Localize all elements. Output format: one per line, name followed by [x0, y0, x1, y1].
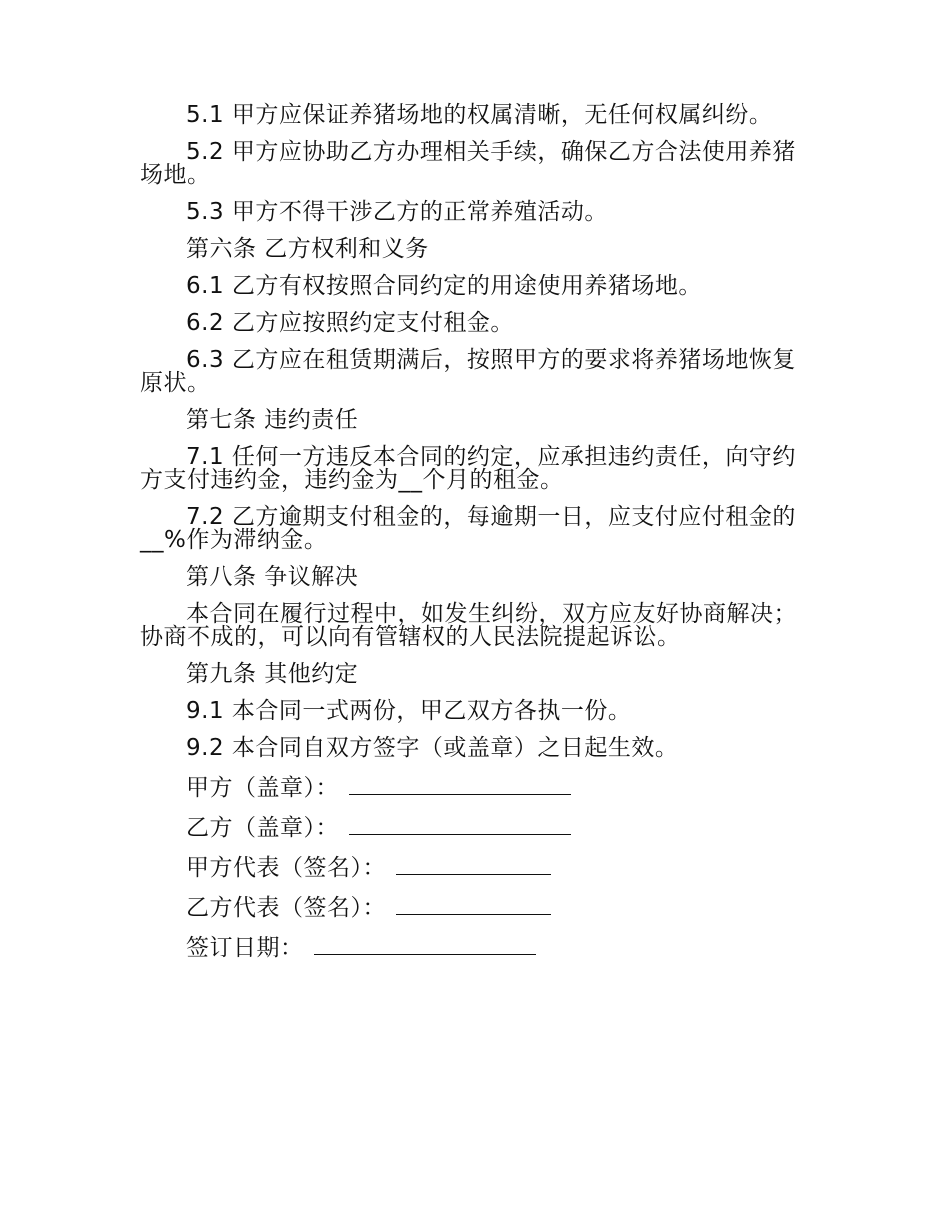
- document-body: [140, 104, 805, 974]
- party-a-rep-blank: [396, 854, 551, 875]
- party-b-seal-blank: [349, 814, 571, 835]
- clause-7-2: 7.2 乙方逾期支付租金的，每逾期一日，应支付应付租金的__%作为滞纳金。: [140, 504, 796, 553]
- party-a-seal-blank: [349, 774, 571, 795]
- party-b-seal-line: [186, 814, 805, 840]
- clause-9-2: 9.2 本合同自双方签字（或盖章）之日起生效。: [186, 735, 679, 761]
- party-a-rep-label: 甲方代表（签名）：: [186, 855, 386, 881]
- clause-7-1: 7.1 任何一方违反本合同的约定，应承担违约责任，向守约方支付违约金，违约金为__个月的租金。: [140, 444, 796, 493]
- sign-date-line: [186, 934, 805, 960]
- article-9-heading: 第九条 其他约定: [186, 661, 359, 687]
- clause-5-1: 5.1 甲方应保证养猪场地的权属清晰，无任何权属纠纷。: [186, 102, 773, 128]
- clause-6-3: 6.3 乙方应在租赁期满后，按照甲方的要求将养猪场地恢复原状。: [140, 347, 796, 396]
- article-7-heading: 第七条 违约责任: [186, 407, 359, 433]
- article-8-heading: 第八条 争议解决: [186, 564, 359, 590]
- party-b-seal-label: 乙方（盖章）：: [186, 815, 339, 841]
- article-6-heading: 第六条 乙方权利和义务: [186, 236, 429, 262]
- clause-6-2: 6.2 乙方应按照约定支付租金。: [186, 310, 514, 336]
- party-b-rep-label: 乙方代表（签名）：: [186, 895, 386, 921]
- sign-date-label: 签订日期：: [186, 935, 304, 961]
- clause-5-3: 5.3 甲方不得干涉乙方的正常养殖活动。: [186, 199, 608, 225]
- party-a-rep-line: [186, 854, 805, 880]
- clause-5-2: 5.2 甲方应协助乙方办理相关手续，确保乙方合法使用养猪场地。: [140, 139, 796, 188]
- sign-date-blank: [314, 934, 536, 955]
- dispute-resolution-text: 本合同在履行过程中，如发生纠纷，双方应友好协商解决；协商不成的，可以向有管辖权的人民法院提起诉讼。: [140, 601, 797, 650]
- party-a-seal-line: [186, 774, 805, 800]
- clause-9-1: 9.1 本合同一式两份，甲乙双方各执一份。: [186, 698, 632, 724]
- party-a-seal-label: 甲方（盖章）：: [186, 775, 339, 801]
- party-b-rep-line: [186, 894, 805, 920]
- party-b-rep-blank: [396, 894, 551, 915]
- clause-6-1: 6.1 乙方有权按照合同约定的用途使用养猪场地。: [186, 273, 702, 299]
